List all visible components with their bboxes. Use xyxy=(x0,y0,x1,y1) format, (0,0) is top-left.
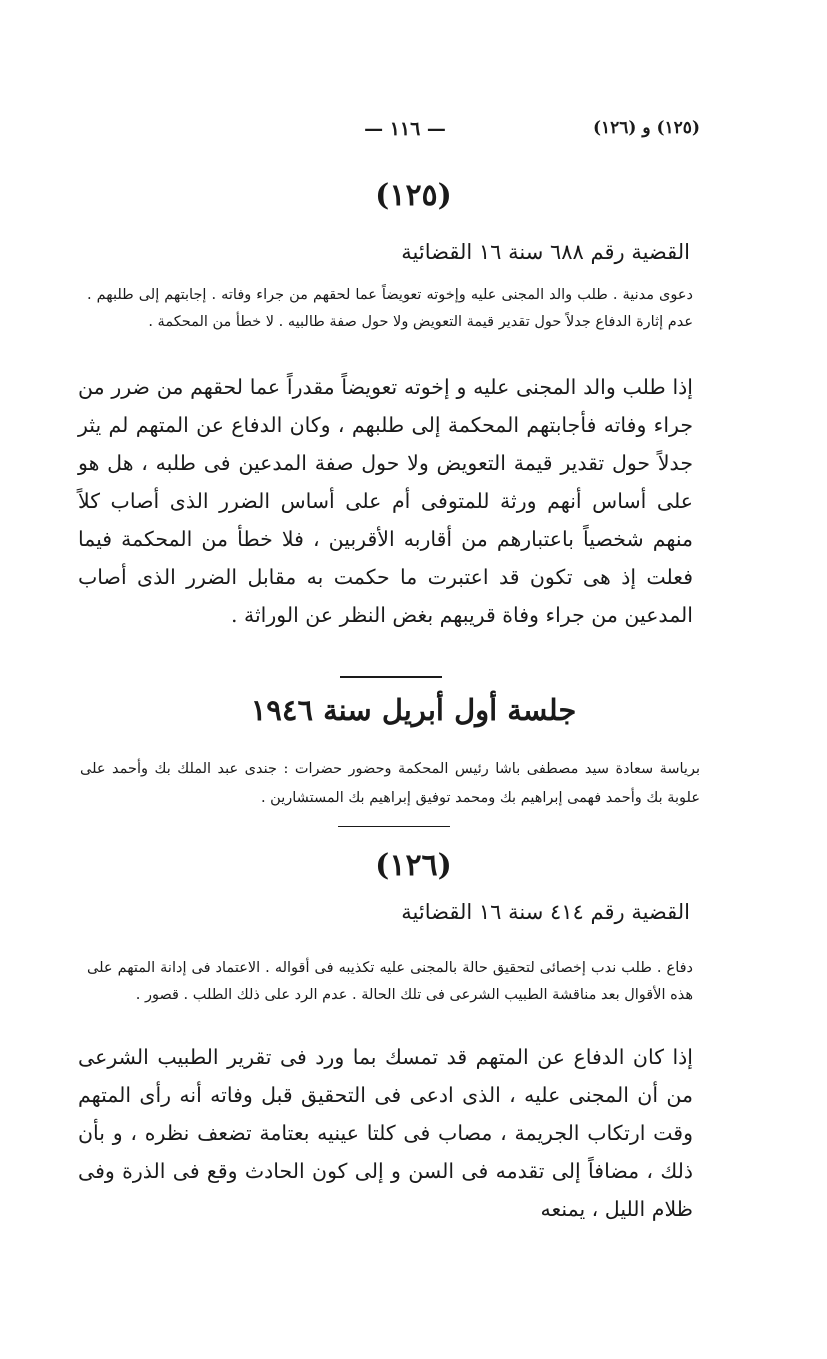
case-summary-126: دفاع . طلب ندب إخصائى لتحقيق حالة بالمجنى عليه تكذيبه فى أقواله . الاعتماد فى إدانة المتهم على هذه الأقوال بعد مناقشة الطبيب الشرعى فى تلك الحالة . عدم الرد على ذلك الطلب . قصور . xyxy=(87,960,693,1003)
case-number-125: (١٢٥) xyxy=(375,178,452,213)
case-number-126: (١٢٦) xyxy=(375,848,452,883)
page-number: — ١١٦ — xyxy=(364,118,446,140)
running-header-cases: (١٢٥) و (١٢٦) xyxy=(592,118,700,138)
case-reference-126: القضية رقم ٤١٤ سنة ١٦ القضائية xyxy=(401,900,690,924)
case-body-126: إذا كان الدفاع عن المتهم قد تمسك بما ورد فى تقرير الطبيب الشرعى من أن المجنى عليه ، الذى ادعى فى التحقيق قبل وفاته أنه رأى المتهم وقت ارتكاب الجريمة ، مصاب فى كلتا عينيه بعتامة تضعف نظره ، و بأن ذلك ، مضافاً إلى تقدمه فى السن و إلى كون الحادث وقع فى الذرة وفى ظلام الليل ، يمنعه xyxy=(78,1045,693,1221)
section-divider xyxy=(340,676,442,678)
session-title: جلسة أول أبريل سنة ١٩٤٦ xyxy=(250,693,577,727)
case-summary-125: دعوى مدنية . طلب والد المجنى عليه وإخوته تعويضاً عما لحقهم من جراء وفاته . إجابتهم إلى طلبهم . عدم إثارة الدفاع جدلاً حول تقدير قيمة التعويض ولا حول صفة طالبيه . لا خطأ من المحكمة . xyxy=(87,287,693,330)
case-reference-125: القضية رقم ٦٨٨ سنة ١٦ القضائية xyxy=(401,240,690,264)
section-divider xyxy=(338,826,450,827)
session-presidency: برياسة سعادة سيد مصطفى باشا رئيس المحكمة وحضور حضرات : جندى عبد الملك بك وأحمد على علوبة بك وأحمد فهمى إبراهيم بك ومحمد توفيق إبراهيم بك المستشارين . xyxy=(80,761,700,806)
case-body-125: إذا طلب والد المجنى عليه و إخوته تعويضاً مقدراً عما لحقهم من ضرر من جراء وفاته فأجابتهم المحكمة إلى طلبهم ، وكان الدفاع عن المتهم لم يثر جدلاً حول تقدير قيمة التعويض ولا حول صفة المدعين فى طلبه ، هل هو على أساس أنهم ورثة للمتوفى أم على أساس الضرر الذى أصاب كلاً منهم شخصياً باعتبارهم من أقاربه الأقربين ، فلا خطأ من المحكمة فيما فعلت إذ هى تكون قد اعتبرت ما حكمت به مقابل الضرر الذى أصاب المدعين من جراء وفاة قريبهم بغض النظر عن الوراثة . xyxy=(78,375,694,627)
